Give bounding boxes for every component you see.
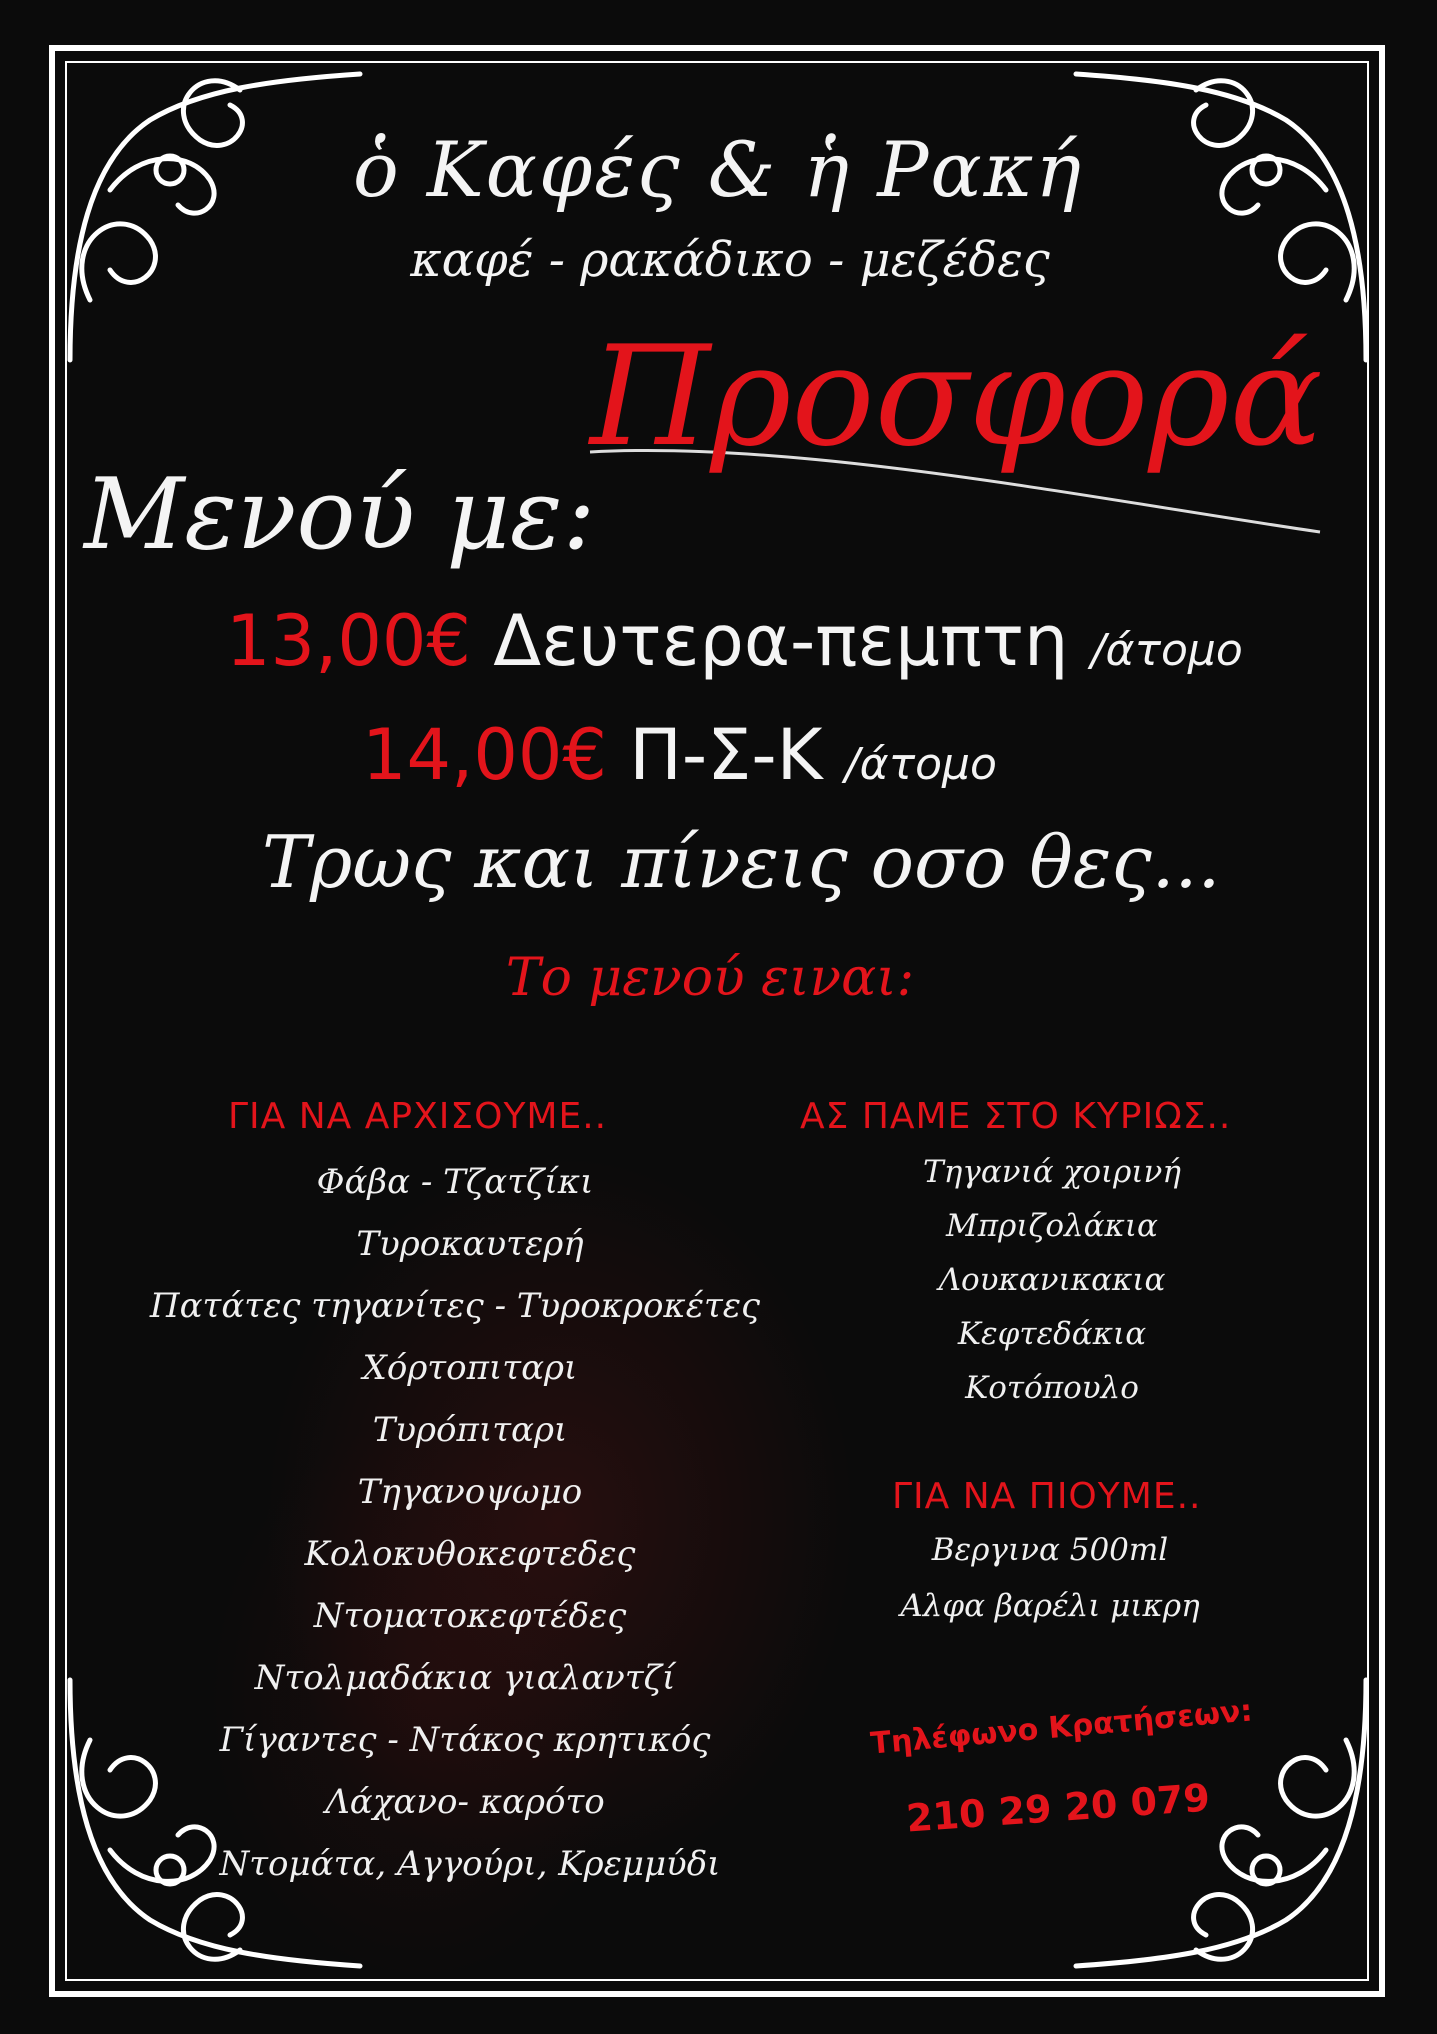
price-weekend-amount: 14,00€ bbox=[362, 714, 607, 796]
list-item: Τηγανιά χοιρινή bbox=[923, 1154, 1181, 1190]
list-item: Αλφα βαρέλι μικρη bbox=[900, 1588, 1200, 1624]
list-item: Τυρόπιταρι bbox=[372, 1410, 568, 1450]
phone-number: 210 29 20 079 bbox=[904, 1775, 1212, 1841]
list-item: Τυροκαυτερή bbox=[356, 1224, 584, 1264]
list-item: Βεργινα 500ml bbox=[931, 1532, 1169, 1568]
list-item: Μπριζολάκια bbox=[946, 1208, 1158, 1244]
price-weekend bbox=[362, 714, 997, 796]
price-weekday-amount: 13,00€ bbox=[226, 600, 471, 682]
mains-heading: ΑΣ ΠΑΜΕ ΣΤΟ ΚΥΡΙΩΣ.. bbox=[800, 1096, 1232, 1137]
price-weekend-days: Π-Σ-Κ bbox=[629, 714, 823, 796]
slogan: Τρως και πίνεις οσο θες... bbox=[262, 820, 1221, 904]
list-item: Χόρτοπιταρι bbox=[362, 1348, 578, 1388]
list-item: Ντοματοκεφτέδες bbox=[313, 1596, 627, 1636]
page-title: ὁ Καφές & ἡ Ρακή bbox=[352, 125, 1084, 214]
price-weekday-per: /άτομο bbox=[1090, 625, 1243, 676]
list-item: Κολοκυθοκεφτεδες bbox=[304, 1534, 636, 1574]
list-item: Γίγαντες - Ντάκος κρητικός bbox=[219, 1720, 711, 1760]
list-item: Λουκανικακια bbox=[938, 1262, 1166, 1298]
phone-label: Τηλέφωνο Κρατήσεων: bbox=[869, 1693, 1254, 1762]
starters-heading: ΓΙΑ ΝΑ ΑΡΧΙΣΟΥΜΕ.. bbox=[228, 1096, 608, 1137]
menu-with-heading: Μενού με: bbox=[84, 458, 596, 572]
menu-is-heading: Το μενού ειναι: bbox=[505, 948, 915, 1008]
price-weekday bbox=[226, 600, 1243, 682]
price-weekday-days: Δευτερα-πεμπτη bbox=[493, 600, 1069, 682]
list-item: Τηγανοψωμο bbox=[357, 1472, 583, 1512]
price-weekend-per: /άτομο bbox=[844, 739, 997, 790]
list-item: Κεφτεδάκια bbox=[957, 1316, 1147, 1352]
list-item: Ντομάτα, Αγγούρι, Κρεμμύδι bbox=[219, 1844, 721, 1884]
list-item: Λάχανο- καρότο bbox=[325, 1782, 605, 1822]
offer-label: Προσφορά bbox=[590, 316, 1323, 477]
page-subtitle: καφέ - ρακάδικο - μεζέδες bbox=[410, 232, 1050, 288]
list-item: Ντολμαδάκια γιαλαντζί bbox=[254, 1658, 676, 1698]
list-item: Κοτόπουλο bbox=[965, 1370, 1139, 1406]
drinks-heading: ΓΙΑ ΝΑ ΠΙΟΥΜΕ.. bbox=[892, 1476, 1202, 1517]
list-item: Πατάτες τηγανίτες - Τυροκροκέτες bbox=[149, 1286, 761, 1326]
list-item: Φάβα - Τζατζίκι bbox=[316, 1162, 594, 1202]
